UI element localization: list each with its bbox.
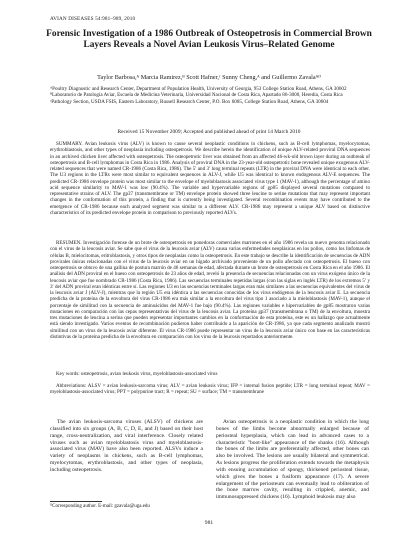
received-dates: Received 15 November 2009; Accepted and published ahead of print 14 March 2010 xyxy=(117,129,301,135)
abstract-resumen: RESUMEN. Investigación forense de un brote de osteopetrosis en ponedoras comerciales marrones en el año 1986 revela un nuevo genoma relacionado con el virus de la leucosis aviar. Se sabe que el virus de la leucosis aviar (ALV) causa varias enfermedades neoplásicas en los pollos, como los linfomas de células B, mielocitomas, eritroblastosis, y otros tipos de neoplasias como la osteopetrosis. En este trabajo se describe la identificación de secuencias de ADN provirales únicas relacionadas con el virus de la leucosis aviar en un hígado archivado proveniente de un pollo afectado con osteopetrosis. El hueso con osteopetrosis se obtuvo de una gallina de postura marrón de 46 semanas de edad, afectada durante un brote de osteopetrosis en Costa Rica en el año 1986. El análisis del ADN proviral en el hueso con osteopetrosis de 23 años de edad, reveló la presencia de secuencias relacionadas con un virus exógeno único de la leucosis aviar que fue nombrado CR-1986 (Costa Rica, 1986). Las secuencias terminales repetidas largas (con las siglas en inglés LTR) de los extremos 5′ y 3′ del ADN proviral eran idénticas entre sí. Las regiones U3 en las secuencias terminales largas eran más similares a las secuencias equivalentes del virus de la leucosis aviar J (ALV-J), mientras que la región U5 era idéntica a las secuencias conocidas de los virus endógenos de la leucosis aviar E. La secuencia predicha de la proteína de la envoltura del virus CR-1986 era más similar a la envoltura del virus tipo 1 asociado a la mieloblastosis (MAV-1), aunque el porcentaje de similitud con la secuencia de aminoácidos del MAV-1 fue bajo (90.4%). Las regiones variables e hipervariables de gp85 mostraron varias mutaciones en comparación con las cepas representativas del virus de la leucosis aviar. La proteína gp37 (transmembrana o TM) de la envoltura, muestra tres mutaciones de leucina a serina que pueden representar importantes cambios en la conformación de esta proteína, este es un hallazgo que actualmente está siendo investigado. Varios eventos de recombinación pudieron haber contribuido a la aparición de CR-1986, ya que cada segmento analizado mostró similitud con un virus de la leucosis aviar diferente. El virus CR-1986 puede representar un virus de la leucosis aviar único con base en las características distintivas de la proteína predicha de la envoltura en comparación con los virus de la leucosis reportados anteriormente. xyxy=(50,240,370,340)
footnote-divider xyxy=(50,501,102,502)
article-title: Forensic Investigation of a 1986 Outbreak of Osteopetrosis in Commercial Brown Layers Reveals a Novel Avian Leukosis Virus–Related Genome xyxy=(46,29,372,50)
corresponding-author-footnote: ᴰCorresponding author. E-mail: gzavala@uga.edu xyxy=(50,504,150,509)
affiliations xyxy=(50,86,370,105)
journal-header: AVIAN DISEASES 54:981–989, 2010 xyxy=(50,16,136,22)
body-column-left: The avian leukosis-sarcoma viruses (ALSV) of chickens are classified into six groups (A, B, C, D, E, and J) based on their host range, cross-neutralization, and viral interference. Closely related viruses such as avian myeloblastosis virus and myeloblastosis-associated virus (MAV) have also been reported. ALSVs induce a variety of neoplasms in chickens, such as B-cell lymphomas, myelocytomas, erythroblastosis, and other types of neoplasia, including osteopetrosis. xyxy=(50,419,203,473)
affiliation-a: ᴬPoultry Diagnostic and Research Center, Department of Population Health, University of Georgia, 953 College Station Road, Athens, GA 30602 xyxy=(50,86,347,92)
author-list: Taylor Barbosa,ᴬ Marcia Ramirez,ᴮ Scott Hafner,ᶜ Sunny Cheng,ᴬ and Guillermo Zavalaᴬᴰ xyxy=(97,74,321,81)
body-column-right: Avian osteopetrosis is a neoplastic condition in which the long bones of the limbs become abnormally enlarged because of periosteal hyperplasia, which can lead in advanced cases to a characteristic "boot-like" appearance of the shanks (16). Although the bones of the limbs are preferentially affected, other bones can also be involved. The lesions are usually bilateral and symmetrical. As lesions progress the proliferation extends towards the metaphysis with ensuing accumulation of spongy, thickened periosteal tissue, which gives the bones a fusiform appearance (17). A severe enlargement of the periosteum can eventually lead to obliteration of the bone marrow cavity, resulting in crippled, anemic, and immunosuppressed chickens (16). Lymphoid leukosis may also xyxy=(216,419,369,501)
affiliation-b: ᴮLaboratorio de Patología Aviar, Escuela de Medicina Veterinaria, Universidad Nacional de Costa Rica, Apartado 86-3000, Heredia, Costa Rica xyxy=(50,92,343,99)
page-number: 981 xyxy=(204,520,214,526)
affiliation-c: ᶜPathology Section, USDA FSIS, Eastern Laboratory, Russell Research Center, P.O. Box 6085, College Station Road, Athens, GA 30604 xyxy=(50,98,329,105)
abbreviations: Abbreviations: ALSV = avian leukosis-sarcoma virus; ALV = avian leukosis virus; IFP = internal fusion peptide; LTR = long terminal repeat; MAV = myeloblastosis-associated virus; PPT = polypurine tract; R = repeat; SU = surface; TM = transmembrane xyxy=(50,383,370,396)
keywords: Key words: osteopetrosis, avian leukosis virus, myeloblastosis-associated virus xyxy=(56,371,218,377)
abstract-summary: SUMMARY. Avian leukosis virus (ALV) is known to cause several neoplastic conditions in chickens, such as B-cell lymphomas, myelocytomas, erythroblastosis, and other types of neoplasia including osteopetrosis. We describe herein the identification of unique ALV-related proviral DNA sequences in an archived chicken liver affected with osteopetrosis. The osteopetrotic liver was obtained from an affected 46-wk-old brown layer during an outbreak of osteopetrosis and B-cell lymphomas in Costa Rica in 1986. Analysis of proviral DNA in the 23-year-old osteopetrotic bone revealed unique exogenous ALV-related sequences that were named CR-1986 (Costa Rica, 1986). The 5′ and 3′ long terminal repeats (LTR) in the proviral DNA were identical to each other. The U3 regions in the LTRs were most similar to equivalent sequences in ALV-J, while U5 was identical to known endogenous ALV-E sequences. The predicted CR-1986 envelope protein was most similar to the envelope of myeloblastosis associated virus type 1 (MAV-1), although the percentage of amino acid sequence similarity to MAV-1 was low (90.4%). The variable and hypervariable regions of gp85 displayed several mutations compared to representative strains of ALV. The gp37 (transmembrane or TM) envelope protein showed three leucine to serine mutations that may represent important changes in the conformation of this protein, a finding that is currently being investigated. Several recombination events may have contributed to the emergence of CR-1986 because each analyzed segment was similar to a different ALV. CR-1986 may represent a unique ALV based on distinctive characteristics of its predicted envelope protein in comparison to previously reported ALVs. xyxy=(50,141,370,216)
